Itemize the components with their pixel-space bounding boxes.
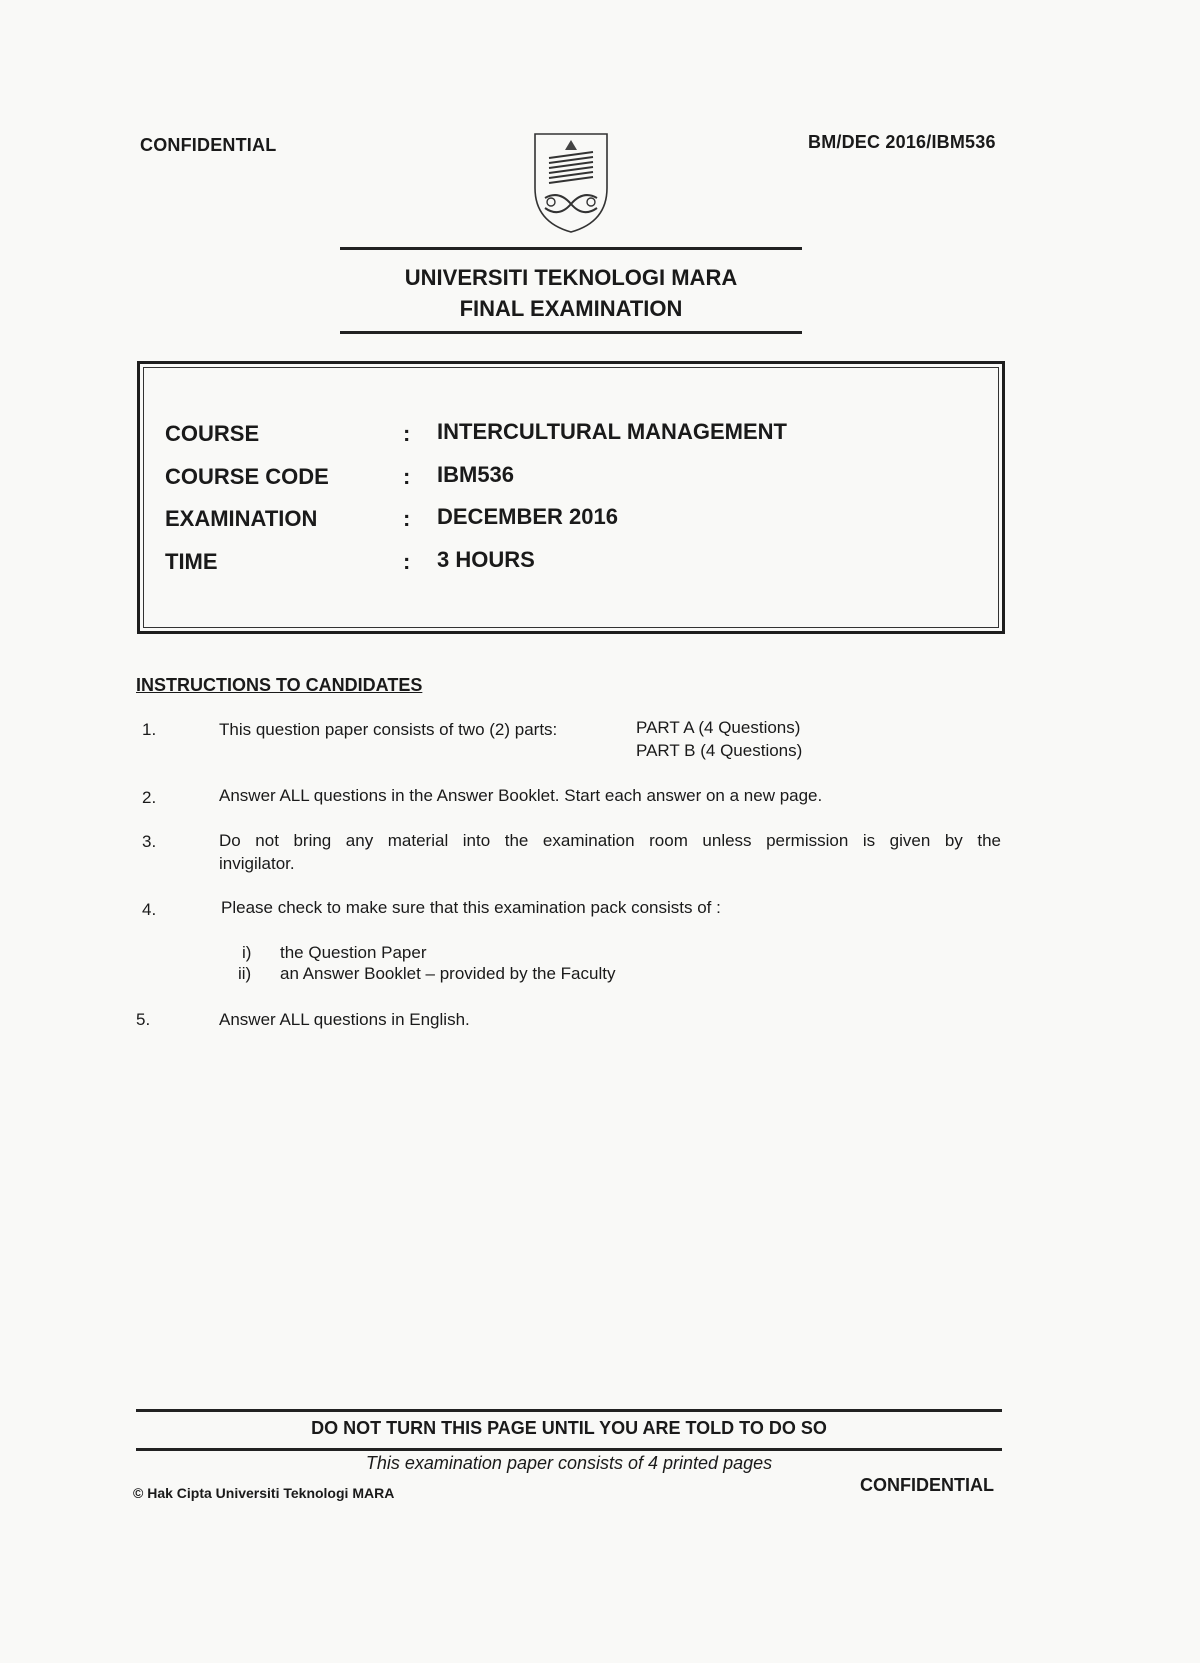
instruction-text: Answer ALL questions in the Answer Booklet. Start each answer on a new page. bbox=[219, 786, 823, 805]
copyright-notice: © Hak Cipta Universiti Teknologi MARA bbox=[133, 1485, 395, 1501]
footer-bottom-rule bbox=[136, 1448, 1002, 1451]
instruction-text: Do not bring any material into the examination room unless permission is given by the bbox=[219, 831, 1001, 850]
instruction-text-continued: invigilator. bbox=[219, 854, 295, 873]
course-label: COURSE bbox=[165, 421, 260, 446]
paper-code: BM/DEC 2016/IBM536 bbox=[808, 132, 996, 152]
time-colon: : bbox=[403, 549, 411, 574]
instruction-number: 4. bbox=[142, 900, 157, 919]
course-code-value: IBM536 bbox=[437, 462, 515, 487]
instruction-text: Answer ALL questions in English. bbox=[219, 1010, 470, 1029]
sub-item-text: an Answer Booklet – provided by the Faculty bbox=[280, 964, 616, 983]
course-value: INTERCULTURAL MANAGEMENT bbox=[437, 419, 787, 444]
examination-value: DECEMBER 2016 bbox=[437, 504, 618, 529]
university-crest-logo bbox=[531, 130, 611, 235]
course-code-label: COURSE CODE bbox=[165, 464, 329, 489]
examination-label: EXAMINATION bbox=[165, 506, 318, 531]
confidential-header-label: CONFIDENTIAL bbox=[140, 135, 277, 155]
instruction-text: Please check to make sure that this examination pack consists of : bbox=[221, 898, 721, 917]
part-a-label: PART A (4 Questions) bbox=[636, 718, 801, 737]
part-b-label: PART B (4 Questions) bbox=[636, 741, 803, 760]
instruction-number: 5. bbox=[136, 1010, 151, 1029]
do-not-turn-warning: DO NOT TURN THIS PAGE UNTIL YOU ARE TOLD TO DO SO bbox=[311, 1418, 827, 1438]
time-value: 3 HOURS bbox=[437, 547, 535, 572]
instructions-heading: INSTRUCTIONS TO CANDIDATES bbox=[136, 675, 423, 695]
sub-item-text: the Question Paper bbox=[280, 943, 427, 962]
examination-colon: : bbox=[403, 506, 411, 531]
course-info-box-inner bbox=[143, 367, 999, 628]
footer-top-rule bbox=[136, 1409, 1002, 1412]
time-label: TIME bbox=[165, 549, 218, 574]
instruction-number: 3. bbox=[142, 832, 157, 851]
printed-pages-note: This examination paper consists of 4 printed pages bbox=[365, 1453, 773, 1473]
confidential-footer-label: CONFIDENTIAL bbox=[860, 1475, 994, 1495]
exam-type: FINAL EXAMINATION bbox=[459, 296, 683, 321]
sub-item-number: ii) bbox=[238, 964, 252, 983]
instruction-number: 1. bbox=[142, 720, 157, 739]
university-name: UNIVERSITI TEKNOLOGI MARA bbox=[404, 265, 738, 290]
course-code-colon: : bbox=[403, 464, 411, 489]
instruction-number: 2. bbox=[142, 788, 157, 807]
course-colon: : bbox=[403, 421, 411, 446]
title-top-rule bbox=[340, 247, 802, 250]
title-bottom-rule bbox=[340, 331, 802, 334]
instruction-text: This question paper consists of two (2) parts: bbox=[219, 720, 558, 739]
sub-item-number: i) bbox=[242, 943, 252, 962]
